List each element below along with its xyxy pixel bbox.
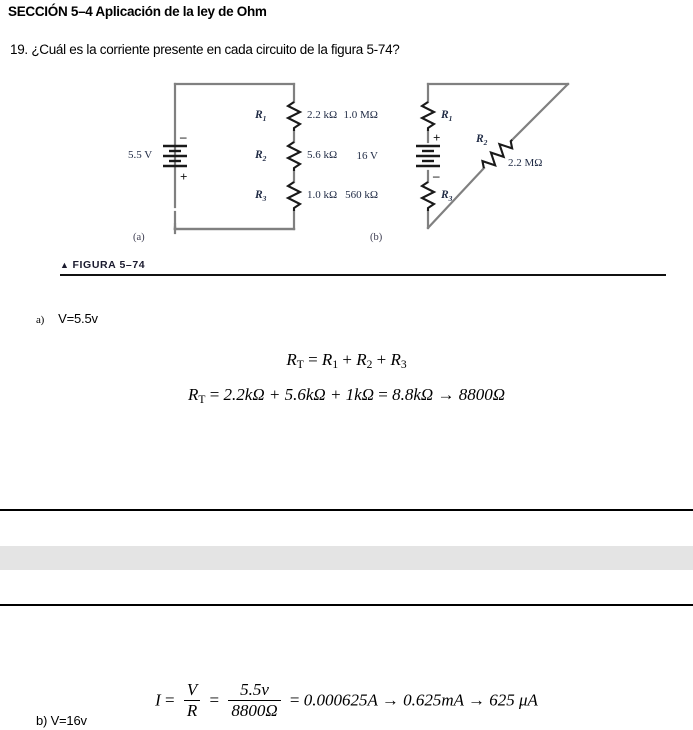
battery-b [416, 146, 440, 166]
battery-a-bottom-sign: + [180, 169, 188, 184]
eq3-fraction-vr [184, 681, 200, 720]
figure-caption-text: FIGURA 5–74 [72, 259, 146, 271]
table-shaded-band [0, 546, 693, 570]
r1-value-a: 2.2 kΩ [307, 109, 338, 121]
part-a-label: a) [36, 314, 45, 326]
battery-b-value: 16 V [356, 150, 378, 162]
eq3-equals-2: = [209, 690, 224, 710]
clipped-next-line-text: b) V=16v [36, 716, 87, 728]
eq3-result-microamps: 625 μA [489, 690, 538, 710]
eq3-frac1-num: V [186, 680, 198, 699]
circuit-b [344, 84, 568, 243]
battery-a-top-sign: – [180, 129, 187, 144]
circuit-a [128, 84, 337, 243]
r2-value-b: 2.2 MΩ [508, 157, 543, 169]
eq2-terms: 2.2kΩ + 5.6kΩ + 1kΩ [223, 385, 375, 404]
eq2-arrow: → [437, 385, 455, 404]
eq3-result-amps: 0.000625A [303, 690, 378, 710]
eq2-lhs: $R_T$ [188, 385, 206, 407]
eq2-ohms: 8800Ω [458, 385, 505, 404]
r3-label-b: $R_3$ [441, 189, 453, 203]
table-bottom-rule [0, 604, 693, 606]
eq3-arrow-1: → [381, 690, 399, 710]
eq3-equals-3: = [289, 690, 304, 710]
eq1-lhs: $R_T$ [286, 350, 304, 372]
circuit-b-caption: (b) [370, 232, 383, 243]
battery-b-bottom-sign: – [433, 168, 440, 183]
eq3-frac2-den: 8800Ω [231, 701, 278, 721]
eq1-equals: = [308, 350, 322, 369]
figure-divider-rule [60, 274, 666, 276]
r3-value-b: 560 kΩ [345, 189, 378, 201]
eq1-r2: $R_2$ [356, 350, 373, 372]
battery-a-value: 5.5 V [128, 149, 153, 161]
r3-label-a: $R_3$ [255, 189, 267, 203]
eq3-arrow-2: → [467, 690, 485, 710]
eq3-fraction-values [228, 681, 280, 720]
battery-b-top-sign: + [433, 130, 441, 145]
eq3-equals-1: = [165, 690, 179, 710]
eq3-result-milliamps: 0.625mA [403, 690, 464, 710]
r2-label-b: $R_2$ [476, 133, 488, 147]
eq3-frac2-num: 5.5v [240, 680, 269, 699]
eq1-plus-1: + [342, 350, 357, 369]
equation-rt-numeric [0, 385, 693, 406]
table-top-rule [0, 509, 693, 511]
section-title: SECCIÓN 5–4 Aplicación de la ley de Ohm [8, 4, 267, 19]
equation-rt-definition [0, 350, 693, 371]
r3-value-a: 1.0 kΩ [307, 189, 338, 201]
eq3-lhs: I [155, 690, 161, 710]
solution-part-a [36, 311, 98, 326]
part-a-given: V=5.5v [58, 311, 98, 326]
r2-label-a: $R_2$ [255, 149, 267, 163]
figure-caption [60, 259, 145, 271]
eq2-sum: 8.8kΩ [392, 385, 434, 404]
eq1-r1: $R_1$ [321, 350, 339, 372]
r2-value-a: 5.6 kΩ [307, 149, 338, 161]
question-text: 19. ¿Cuál es la corriente presente en cada circuito de la figura 5-74? [10, 42, 400, 57]
caption-triangle-icon: ▲ [60, 260, 70, 270]
eq2-equals-2: = [378, 385, 393, 404]
figure-5-74 [0, 72, 693, 262]
eq3-frac1-den: R [186, 701, 198, 721]
eq2-equals-1: = [209, 385, 224, 404]
eq1-r3: $R_3$ [390, 350, 407, 372]
clipped-next-line [36, 716, 87, 730]
equation-current [0, 682, 693, 721]
r1-value-b: 1.0 MΩ [343, 109, 378, 121]
eq1-plus-2: + [376, 350, 391, 369]
r1-label-a: $R_1$ [255, 109, 267, 123]
r1-label-b: $R_1$ [441, 109, 453, 123]
circuit-a-caption: (a) [133, 232, 145, 243]
